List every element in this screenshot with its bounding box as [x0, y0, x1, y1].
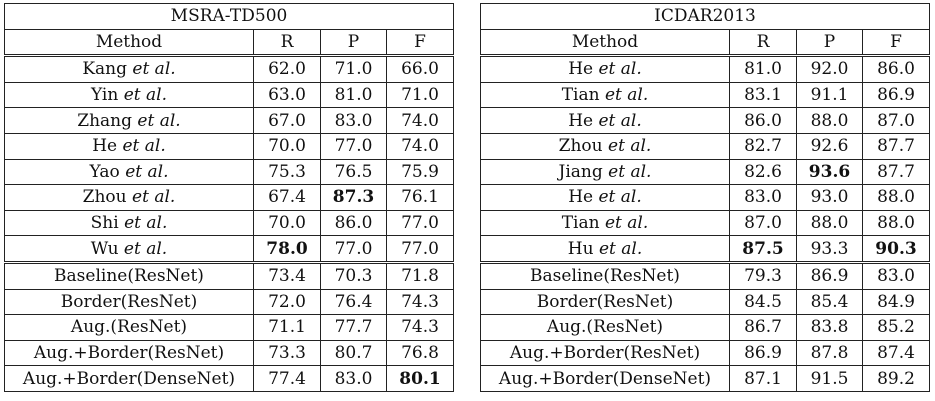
table-row [5, 315, 930, 341]
column-gap [454, 315, 481, 341]
table-row [5, 210, 930, 236]
msra-p-value: 76.5 [321, 159, 387, 185]
et-al-label: et al. [132, 59, 176, 80]
et-al-label: et al. [598, 110, 642, 131]
author-name: Wu [90, 238, 119, 259]
msra-r-value: 70.0 [254, 210, 321, 236]
column-gap [454, 366, 481, 392]
msra-r-value: 67.0 [254, 108, 321, 134]
et-al-label: et al. [608, 136, 652, 157]
icdar-f-value: 87.4 [863, 340, 930, 366]
column-gap [454, 185, 481, 211]
msra-method-cell [5, 82, 254, 108]
table-row [5, 159, 930, 185]
msra-f-value: 80.1 [387, 366, 454, 392]
icdar-f-value: 86.0 [863, 56, 930, 83]
column-gap [454, 236, 481, 263]
column-gap [454, 210, 481, 236]
table-row [5, 366, 930, 392]
msra-f-value: 66.0 [387, 56, 454, 83]
msra-r-value: 62.0 [254, 56, 321, 83]
table-row [5, 56, 930, 83]
column-gap [454, 29, 481, 56]
author-name: Zhang [77, 110, 133, 131]
dataset-header-row [5, 4, 930, 30]
icdar-p-value: 93.0 [797, 185, 863, 211]
icdar-method-cell [481, 108, 730, 134]
author-name: Jiang [558, 161, 603, 182]
msra-method-cell: Baseline(ResNet) [5, 262, 254, 289]
msra-p-value: 77.7 [321, 315, 387, 341]
icdar-p-value: 88.0 [797, 108, 863, 134]
icdar-r-value: 86.7 [730, 315, 797, 341]
author-name: Zhou [558, 136, 603, 157]
msra-p-value: 86.0 [321, 210, 387, 236]
icdar-r-value: 79.3 [730, 262, 797, 289]
msra-r-value: 72.0 [254, 289, 321, 315]
msra-p-value: 83.0 [321, 366, 387, 392]
icdar-r-value: 87.5 [730, 236, 797, 263]
et-al-label: et al. [123, 238, 168, 259]
msra-f-value: 76.1 [387, 185, 454, 211]
author-name: Tian [561, 85, 600, 106]
msra-r-value: 75.3 [254, 159, 321, 185]
author-name: He [568, 110, 594, 131]
icdar-f-value: 83.0 [863, 262, 930, 289]
table-row [5, 133, 930, 159]
msra-f-value: 76.8 [387, 340, 454, 366]
table-row [5, 289, 930, 315]
msra-r-value: 70.0 [254, 133, 321, 159]
icdar-method-cell [481, 159, 730, 185]
icdar-f-value: 90.3 [863, 236, 930, 263]
msra-method-cell: Aug.+Border(DenseNet) [5, 366, 254, 392]
msra-f-value: 77.0 [387, 210, 454, 236]
icdar-method-cell: Aug.(ResNet) [481, 315, 730, 341]
et-al-label: et al. [608, 161, 652, 182]
et-al-label: et al. [598, 187, 642, 208]
icdar-method-cell [481, 56, 730, 83]
icdar-r-value: 87.1 [730, 366, 797, 392]
icdar-method-cell: Aug.+Border(ResNet) [481, 340, 730, 366]
msra-method-cell [5, 159, 254, 185]
icdar-p-value: 91.5 [797, 366, 863, 392]
msra-p-value: 76.4 [321, 289, 387, 315]
msra-method-cell [5, 210, 254, 236]
table-row [5, 236, 930, 263]
icdar-r-value: 86.0 [730, 108, 797, 134]
icdar-p-value: 88.0 [797, 210, 863, 236]
icdar-r-header: R [730, 29, 797, 56]
table-row [5, 340, 930, 366]
table-row [5, 108, 930, 134]
et-al-label: et al. [137, 110, 181, 131]
icdar-f-value: 87.7 [863, 133, 930, 159]
icdar-method-header: Method [481, 29, 730, 56]
msra-r-header: R [254, 29, 321, 56]
et-al-label: et al. [122, 136, 166, 157]
icdar-method-cell [481, 185, 730, 211]
et-al-label: et al. [124, 213, 168, 234]
msra-f-value: 74.3 [387, 315, 454, 341]
msra-method-cell: Border(ResNet) [5, 289, 254, 315]
icdar-method-cell: Baseline(ResNet) [481, 262, 730, 289]
et-al-label: et al. [605, 213, 649, 234]
msra-f-value: 71.0 [387, 82, 454, 108]
msra-f-header: F [387, 29, 454, 56]
et-al-label: et al. [598, 238, 643, 259]
icdar-p-value: 83.8 [797, 315, 863, 341]
column-gap [454, 133, 481, 159]
icdar-method-cell [481, 236, 730, 263]
icdar-r-value: 81.0 [730, 56, 797, 83]
column-gap [454, 4, 481, 30]
msra-r-value: 67.4 [254, 185, 321, 211]
dataset-title-icdar: ICDAR2013 [481, 4, 930, 30]
column-gap [454, 340, 481, 366]
column-gap [454, 289, 481, 315]
author-name: Shi [90, 213, 119, 234]
icdar-p-value: 87.8 [797, 340, 863, 366]
et-al-label: et al. [605, 85, 649, 106]
icdar-r-value: 83.0 [730, 185, 797, 211]
msra-p-value: 71.0 [321, 56, 387, 83]
msra-f-value: 77.0 [387, 236, 454, 263]
icdar-method-cell [481, 210, 730, 236]
msra-method-cell [5, 56, 254, 83]
icdar-f-value: 88.0 [863, 210, 930, 236]
msra-r-value: 71.1 [254, 315, 321, 341]
icdar-f-value: 87.0 [863, 108, 930, 134]
msra-f-value: 71.8 [387, 262, 454, 289]
icdar-method-cell [481, 82, 730, 108]
icdar-p-value: 85.4 [797, 289, 863, 315]
msra-p-value: 70.3 [321, 262, 387, 289]
msra-f-value: 75.9 [387, 159, 454, 185]
author-name: Yao [89, 161, 120, 182]
msra-r-value: 63.0 [254, 82, 321, 108]
msra-r-value: 78.0 [254, 236, 321, 263]
msra-p-value: 80.7 [321, 340, 387, 366]
icdar-p-header: P [797, 29, 863, 56]
table-row [5, 262, 930, 289]
table-row [5, 185, 930, 211]
author-name: He [568, 59, 594, 80]
msra-method-cell [5, 108, 254, 134]
author-name: Hu [567, 238, 594, 259]
icdar-method-cell: Aug.+Border(DenseNet) [481, 366, 730, 392]
icdar-p-value: 93.6 [797, 159, 863, 185]
icdar-method-cell [481, 133, 730, 159]
icdar-r-value: 87.0 [730, 210, 797, 236]
icdar-f-value: 85.2 [863, 315, 930, 341]
author-name: He [92, 136, 118, 157]
msra-p-value: 77.0 [321, 236, 387, 263]
author-name: He [568, 187, 594, 208]
msra-p-value: 77.0 [321, 133, 387, 159]
icdar-p-value: 91.1 [797, 82, 863, 108]
icdar-r-value: 82.7 [730, 133, 797, 159]
msra-method-header: Method [5, 29, 254, 56]
icdar-r-value: 84.5 [730, 289, 797, 315]
icdar-r-value: 82.6 [730, 159, 797, 185]
msra-f-value: 74.0 [387, 108, 454, 134]
icdar-p-value: 92.0 [797, 56, 863, 83]
msra-r-value: 77.4 [254, 366, 321, 392]
msra-p-header: P [321, 29, 387, 56]
icdar-p-value: 86.9 [797, 262, 863, 289]
column-gap [454, 82, 481, 108]
icdar-f-header: F [863, 29, 930, 56]
icdar-f-value: 84.9 [863, 289, 930, 315]
icdar-f-value: 87.7 [863, 159, 930, 185]
msra-method-cell: Aug.(ResNet) [5, 315, 254, 341]
author-name: Yin [91, 85, 119, 106]
msra-method-cell [5, 185, 254, 211]
author-name: Tian [561, 213, 600, 234]
comparison-table [4, 3, 930, 392]
icdar-f-value: 89.2 [863, 366, 930, 392]
table-row [5, 82, 930, 108]
column-header-row [5, 29, 930, 56]
msra-method-cell [5, 133, 254, 159]
column-gap [454, 108, 481, 134]
et-al-label: et al. [123, 85, 167, 106]
msra-p-value: 83.0 [321, 108, 387, 134]
et-al-label: et al. [132, 187, 176, 208]
dataset-title-msra: MSRA-TD500 [5, 4, 454, 30]
column-gap [454, 56, 481, 83]
msra-f-value: 74.3 [387, 289, 454, 315]
icdar-r-value: 86.9 [730, 340, 797, 366]
msra-method-cell: Aug.+Border(ResNet) [5, 340, 254, 366]
icdar-r-value: 83.1 [730, 82, 797, 108]
msra-p-value: 81.0 [321, 82, 387, 108]
msra-f-value: 74.0 [387, 133, 454, 159]
msra-r-value: 73.3 [254, 340, 321, 366]
icdar-method-cell: Border(ResNet) [481, 289, 730, 315]
msra-p-value: 87.3 [321, 185, 387, 211]
msra-r-value: 73.4 [254, 262, 321, 289]
icdar-p-value: 92.6 [797, 133, 863, 159]
msra-method-cell [5, 236, 254, 263]
icdar-p-value: 93.3 [797, 236, 863, 263]
et-al-label: et al. [598, 59, 642, 80]
column-gap [454, 159, 481, 185]
author-name: Zhou [82, 187, 127, 208]
et-al-label: et al. [125, 161, 169, 182]
author-name: Kang [82, 59, 127, 80]
icdar-f-value: 86.9 [863, 82, 930, 108]
column-gap [454, 262, 481, 289]
icdar-f-value: 88.0 [863, 185, 930, 211]
